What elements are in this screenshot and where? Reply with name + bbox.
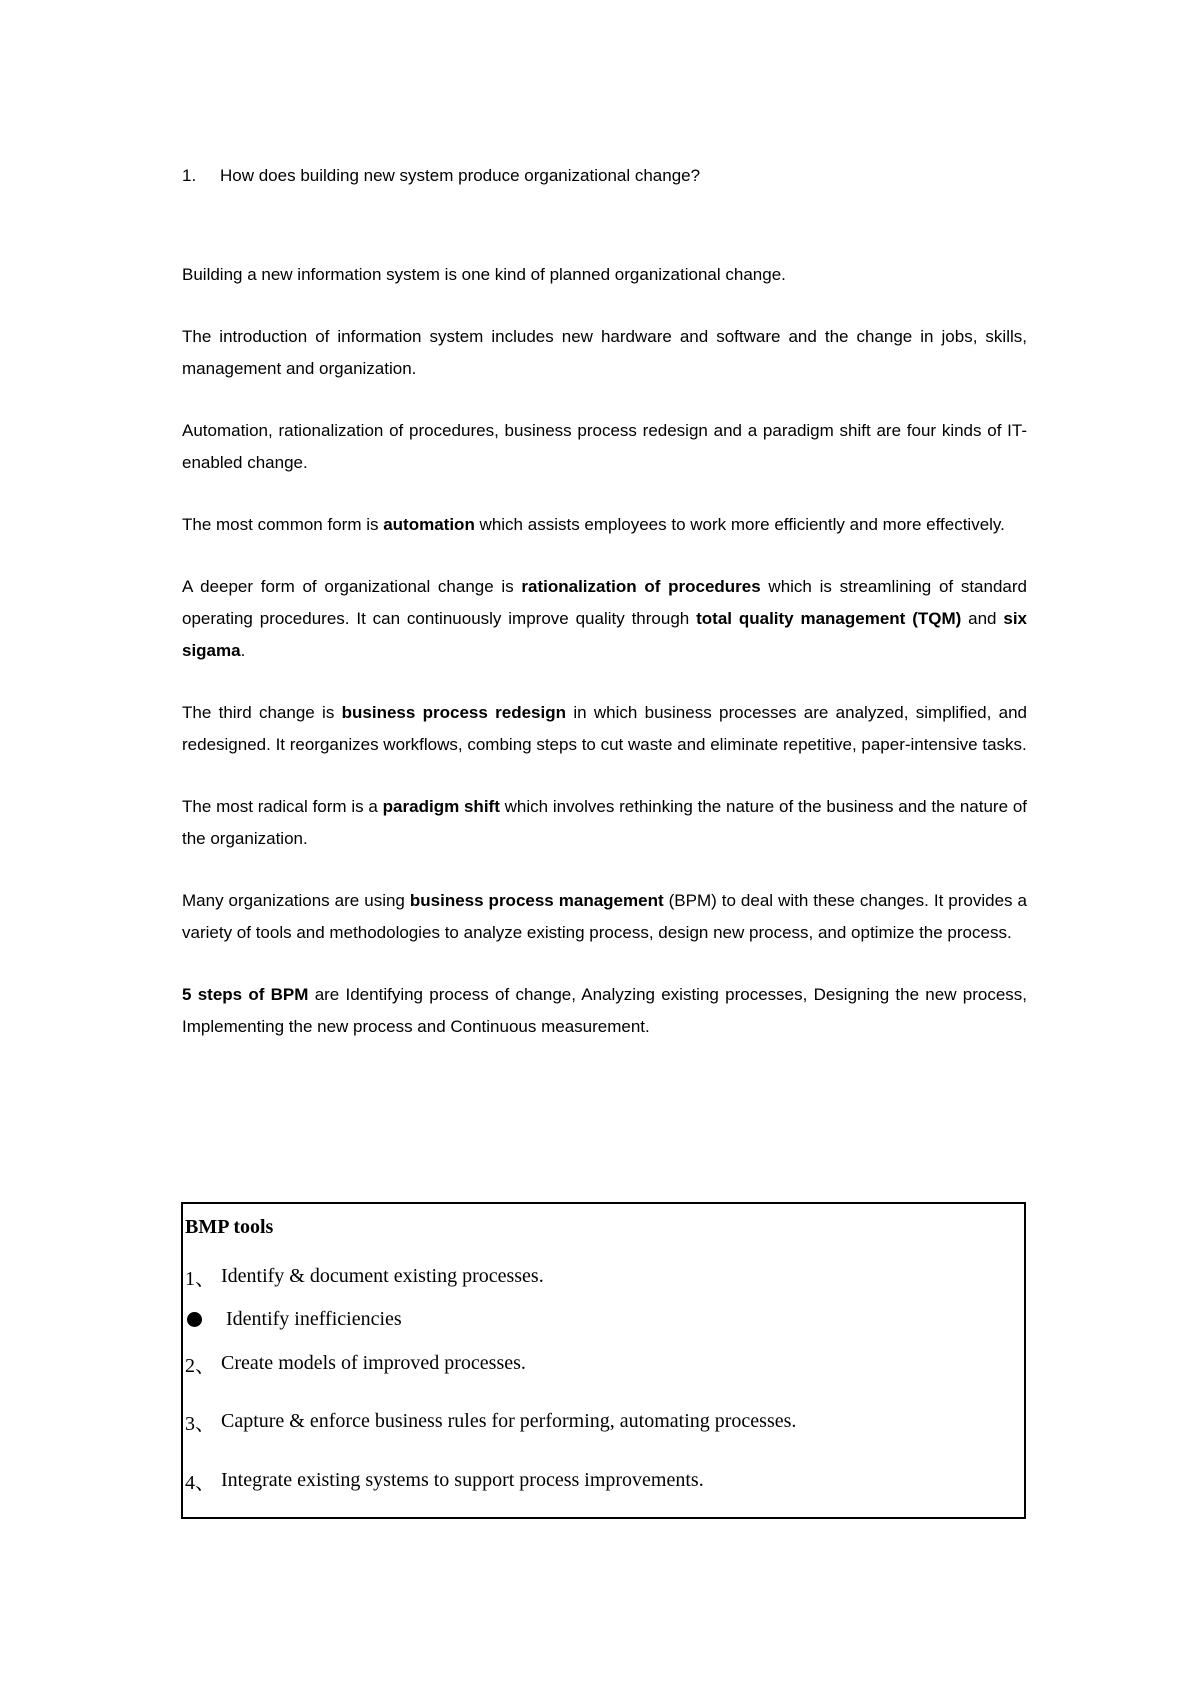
- paragraph: [182, 697, 1027, 761]
- question-text: How does building new system produce organizational change?: [220, 166, 701, 185]
- text-run: The most radical form is a: [182, 797, 383, 816]
- text-run: The introduction of information system includes new hardware and software and the change in jobs, skills, management and organization.: [182, 327, 1027, 378]
- tool-text: Identify inefficiencies: [226, 1308, 402, 1330]
- answer-paragraphs: [182, 259, 1027, 1043]
- text-run: (BPM) to deal with these changes. It provides a variety of tools and methodologies to analyze existing process, design new process, and optimize the process.: [182, 891, 1027, 942]
- paragraph: [182, 259, 1027, 291]
- paragraph: [182, 885, 1027, 949]
- tool-index: 4、: [185, 1472, 215, 1494]
- bold-term: business process redesign: [341, 703, 567, 722]
- text-run: Automation, rationalization of procedures, business process redesign and a paradigm shift are four kinds of IT-enabled change.: [182, 421, 1027, 472]
- bold-term: 5 steps of BPM: [182, 985, 309, 1004]
- text-run: and: [961, 609, 1004, 628]
- text-run: Many organizations are using: [182, 891, 410, 910]
- text-run: Building a new information system is one kind of planned organizational change.: [182, 265, 786, 284]
- text-run: .: [240, 641, 246, 660]
- text-run: which involves rethinking the nature of the business and the nature of the organization.: [182, 797, 1028, 848]
- paragraph: [182, 979, 1027, 1043]
- bold-term: business process management: [409, 891, 664, 910]
- question-number: 1.: [182, 166, 197, 185]
- tool-item: [185, 1466, 704, 1495]
- text-run: A deeper form of organizational change is: [182, 577, 522, 596]
- tool-index: 2、: [185, 1355, 215, 1377]
- tools-title: BMP tools: [185, 1216, 274, 1238]
- tool-text: Identify & document existing processes.: [221, 1265, 544, 1287]
- bold-term: six sigama: [182, 609, 1028, 660]
- paragraph: [182, 321, 1027, 385]
- bold-term: total quality management (TQM): [696, 609, 962, 628]
- text-run: The third change is: [182, 703, 342, 722]
- tool-index: 3、: [185, 1413, 215, 1435]
- paragraph: [182, 571, 1027, 667]
- bullet-icon: [187, 1312, 202, 1327]
- bold-term: rationalization of procedures: [521, 577, 761, 596]
- bpm-tools-box: [181, 1202, 1026, 1519]
- tool-item: [185, 1308, 402, 1331]
- bold-term: automation: [383, 515, 475, 534]
- text-run: which assists employees to work more efficiently and more effectively.: [474, 515, 1005, 534]
- document-body: [182, 160, 1027, 1073]
- tool-text: Capture & enforce business rules for performing, automating processes.: [221, 1410, 797, 1432]
- tool-index: 1、: [185, 1268, 215, 1290]
- tool-text: Create models of improved processes.: [221, 1352, 526, 1374]
- tool-item: [185, 1262, 544, 1291]
- tool-text: Integrate existing systems to support process improvements.: [221, 1469, 704, 1491]
- paragraph: [182, 415, 1027, 479]
- text-run: which is streamlining of standard operating procedures. It can continuously improve quality through: [182, 577, 1027, 628]
- tool-item: [185, 1349, 526, 1378]
- question-heading: [182, 160, 1027, 192]
- text-run: are Identifying process of change, Analyzing existing processes, Designing the new process, Implementing the new process and Continuous measurement.: [182, 985, 1027, 1036]
- tool-item: [185, 1407, 796, 1436]
- text-run: in which business processes are analyzed, simplified, and redesigned. It reorganizes workflows, combing steps to cut waste and eliminate repetitive, paper-intensive tasks.: [182, 703, 1028, 754]
- text-run: The most common form is: [182, 515, 384, 534]
- bold-term: paradigm shift: [382, 797, 500, 816]
- paragraph: [182, 791, 1027, 855]
- paragraph: [182, 509, 1027, 541]
